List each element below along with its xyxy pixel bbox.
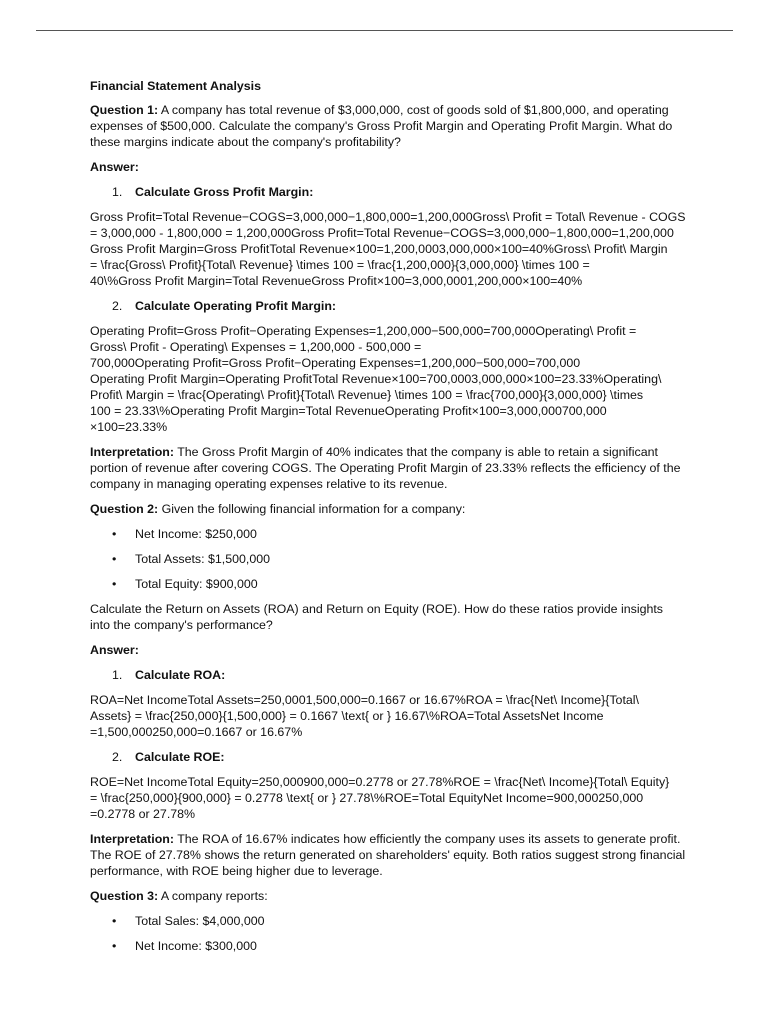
- step-number: 1.: [112, 185, 123, 199]
- list-item: [90, 576, 686, 592]
- list-item: [90, 938, 686, 954]
- interpretation-label: Interpretation:: [90, 445, 174, 459]
- interpretation-text: The Gross Profit Margin of 40% indicates that the company is able to retain a significant portion of revenue after covering COGS. The Operating Profit Margin of 23.33% reflects the efficiency of the company in managing operating expenses relative to its revenue.: [90, 445, 681, 491]
- document-body: [90, 78, 686, 963]
- q1-step-1-math: [90, 209, 686, 289]
- math-line: = \frac{Gross\ Profit}{Total\ Revenue} \times 100 = \frac{1,200,000}{3,000,000} \times 100 =: [90, 258, 590, 272]
- interpretation-label: Interpretation:: [90, 832, 174, 846]
- question-2-text: Given the following financial information for a company:: [158, 502, 466, 516]
- step-title: Calculate ROE:: [135, 750, 225, 764]
- math-line: Gross Profit Margin=Gross ProfitTotal Revenue×100=1,200,0003,000,000×100=40%Gross\ Profit\ Margin: [90, 242, 668, 256]
- list-item-text: Total Sales: $4,000,000: [135, 914, 265, 928]
- math-line: 40\%Gross Profit Margin=Total RevenueGross Profit×100=3,000,0001,200,000×100=40%: [90, 274, 583, 288]
- math-line: =1,500,000250,000=0.1667 or 16.67%: [90, 725, 303, 739]
- q2-step-2-math: [90, 774, 686, 822]
- q1-step-1: [90, 184, 686, 200]
- list-item: [90, 551, 686, 567]
- question-1-text: A company has total revenue of $3,000,000, cost of goods sold of $1,800,000, and operating expenses of $500,000. Calculate the company's Gross Profit Margin and Operating Profit Margin. What do these margins indicate about the company's profitability?: [90, 103, 673, 149]
- math-line: ×100=23.33%: [90, 420, 168, 434]
- math-line: =0.2778 or 27.78%: [90, 807, 196, 821]
- list-item-text: Net Income: $300,000: [135, 939, 257, 953]
- list-item-text: Total Assets: $1,500,000: [135, 552, 271, 566]
- bullet-icon: •: [112, 939, 117, 953]
- question-3-text: A company reports:: [158, 889, 268, 903]
- question-2: [90, 501, 686, 517]
- q2-step-2: [90, 749, 686, 765]
- q2-step-1: [90, 667, 686, 683]
- math-line: Assets} = \frac{250,000}{1,500,000} = 0.1667 \text{ or } 16.67\%ROA=Total AssetsNet Income: [90, 709, 604, 723]
- math-line: Gross Profit=Total Revenue−COGS=3,000,000−1,800,000=1,200,000Gross\ Profit = Total\ Revenue - COGS: [90, 210, 686, 224]
- question-1: [90, 102, 686, 150]
- math-line: Operating Profit=Gross Profit−Operating Expenses=1,200,000−500,000=700,000Operating\ Profit =: [90, 324, 637, 338]
- q1-step-2-math: [90, 323, 686, 435]
- q1-step-2: [90, 298, 686, 314]
- math-line: ROE=Net IncomeTotal Equity=250,000900,000=0.2778 or 27.78%ROE = \frac{Net\ Income}{Total\ Equity}: [90, 775, 670, 789]
- answer-2-label: Answer:: [90, 643, 139, 657]
- step-number: 2.: [112, 299, 123, 313]
- math-line: 700,000Operating Profit=Gross Profit−Operating Expenses=1,200,000−500,000=700,000: [90, 356, 581, 370]
- math-line: Operating Profit Margin=Operating ProfitTotal Revenue×100=700,0003,000,000×100=23.33%Operating\: [90, 372, 662, 386]
- question-3-bullets: [90, 913, 686, 954]
- question-2-bullets: [90, 526, 686, 592]
- math-line: Gross\ Profit - Operating\ Expenses = 1,200,000 - 500,000 =: [90, 340, 422, 354]
- math-line: = 3,000,000 - 1,800,000 = 1,200,000Gross Profit=Total Revenue−COGS=3,000,000−1,800,000=1,200,000: [90, 226, 674, 240]
- step-number: 1.: [112, 668, 123, 682]
- interpretation-2: [90, 831, 686, 879]
- question-3: [90, 888, 686, 904]
- interpretation-1: [90, 444, 686, 492]
- bullet-icon: •: [112, 527, 117, 541]
- list-item: [90, 913, 686, 929]
- bullet-icon: •: [112, 577, 117, 591]
- bullet-icon: •: [112, 914, 117, 928]
- q2-step-1-math: [90, 692, 686, 740]
- bullet-icon: •: [112, 552, 117, 566]
- question-2-prompt: Calculate the Return on Assets (ROA) and Return on Equity (ROE). How do these ratios provide insights into the company's performance?: [90, 602, 663, 632]
- document-title: Financial Statement Analysis: [90, 79, 262, 93]
- question-3-label: Question 3:: [90, 889, 159, 903]
- step-title: Calculate ROA:: [135, 668, 226, 682]
- step-title: Calculate Gross Profit Margin:: [135, 185, 314, 199]
- math-line: Profit\ Margin = \frac{Operating\ Profit}{Total\ Revenue} \times 100 = \frac{700,000}{3,000,000} \times: [90, 388, 644, 402]
- answer-1-label: Answer:: [90, 160, 139, 174]
- step-title: Calculate Operating Profit Margin:: [135, 299, 337, 313]
- list-item-text: Net Income: $250,000: [135, 527, 257, 541]
- math-line: = \frac{250,000}{900,000} = 0.2778 \text{ or } 27.78\%ROE=Total EquityNet Income=900,000250,000: [90, 791, 644, 805]
- list-item: [90, 526, 686, 542]
- math-line: 100 = 23.33\%Operating Profit Margin=Total RevenueOperating Profit×100=3,000,000700,000: [90, 404, 607, 418]
- interpretation-text: The ROA of 16.67% indicates how efficiently the company uses its assets to generate profit. The ROE of 27.78% shows the return generated on shareholders' equity. Both ratios suggest strong financial performance, with ROE being higher due to leverage.: [90, 832, 686, 878]
- question-2-label: Question 2:: [90, 502, 159, 516]
- list-item-text: Total Equity: $900,000: [135, 577, 258, 591]
- question-1-label: Question 1:: [90, 103, 159, 117]
- step-number: 2.: [112, 750, 123, 764]
- header-rule: [36, 30, 733, 31]
- math-line: ROA=Net IncomeTotal Assets=250,0001,500,000=0.1667 or 16.67%ROA = \frac{Net\ Income}{Total\: [90, 693, 639, 707]
